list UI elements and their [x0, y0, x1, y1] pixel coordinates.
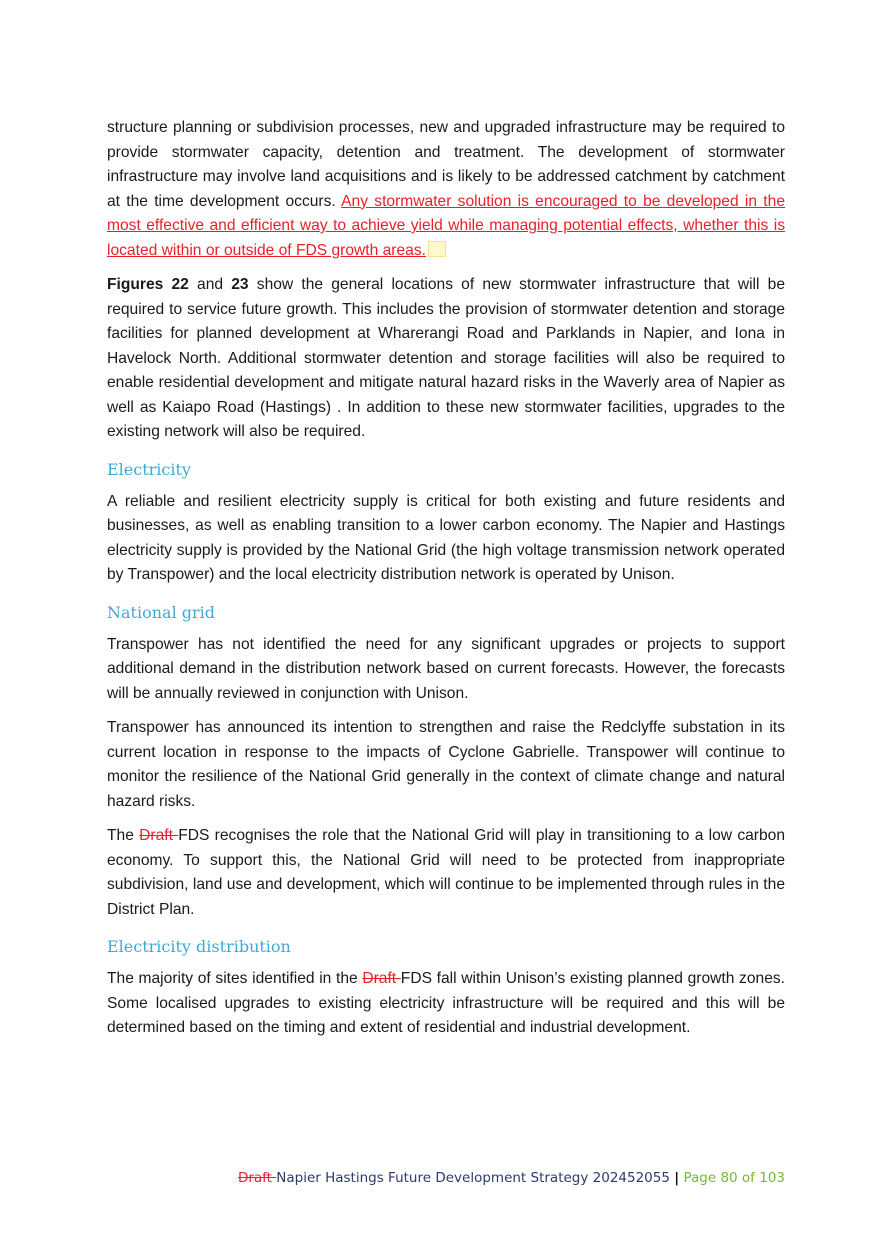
paragraph-unison [107, 967, 785, 1041]
footer-separator: | [674, 1170, 680, 1186]
paragraph-stormwater-intro [107, 116, 785, 263]
paragraph-text: FDS fall within Unison’s existing planned growth zones. Some localised upgrades to existing electricity infrastructure will be required and this will be determined based on the timing and extent of residential and industrial development. [107, 970, 785, 1036]
paragraph-figures [107, 273, 785, 445]
deleted-text: Draft [139, 827, 179, 844]
paragraph-text: show the general locations of new stormwater infrastructure that will be required to service future growth. This includes the provision of stormwater detention and storage facilities for planned development at Wharerangi Road and Parklands in Napier, and Iona in Havelock North. Additional stormwater detention and storage facilities will also be required to enable residential development and mitigate natural hazard risks in the Waverly area of Napier as well as Kaiapo Road (Hastings) . In addition to these new stormwater facilities, upgrades to the existing network will also be required. [107, 276, 785, 440]
footer-title: Napier Hastings Future Development Strategy 202452055 [276, 1170, 670, 1186]
paragraph-electricity: A reliable and resilient electricity supply is critical for both existing and future residents and businesses, as well as enabling transition to a lower carbon economy. The Napier and Hastings electricity supply is provided by the National Grid (the high voltage transmission network operated by Transpower) and the local electricity distribution network is operated by Unison. [107, 492, 785, 583]
figure-ref-22: Figures 22 [107, 276, 189, 293]
paragraph-text: The majority of sites identified in the [107, 970, 363, 987]
paragraph-fds-national-grid [107, 824, 785, 922]
deleted-text: Draft [362, 970, 401, 987]
page-number: Page 80 of 103 [683, 1170, 785, 1186]
heading-electricity: Electricity [107, 459, 191, 479]
comment-icon[interactable] [428, 241, 446, 257]
page-footer [238, 1170, 785, 1186]
paragraph-transpower-forecasts: Transpower has not identified the need for any significant upgrades or projects to support additional demand in the distribution network based on current forecasts. However, the forecasts will be annually reviewed in conjunction with Unison. [107, 635, 785, 702]
page-body [107, 116, 785, 1051]
figure-ref-23: 23 [231, 276, 249, 293]
heading-electricity-distribution: Electricity distribution [107, 937, 291, 956]
paragraph-text: and [188, 276, 232, 293]
inserted-text: Any stormwater solution is encouraged to be developed in the most effective and efficient way to achieve yield while managing potential effects, whether this is located within or outside of FDS growth areas. [107, 192, 785, 259]
paragraph-text: FDS recognises the role that the National Grid will play in transitioning to a low carbon economy. To support this, the National Grid will need to be protected from inappropriate subdivision, land use and development, which will continue to be implemented through rules in the District Plan. [107, 827, 786, 918]
paragraph-text: The [107, 827, 140, 844]
paragraph-text: structure planning or subdivision processes, new and upgraded infrastructure may be required to provide stormwater capacity, detention and treatment. The development of stormwater infrastructure may involve land acquisitions and is likely to be addressed catchment by catchment at the time development occurs. [107, 119, 785, 210]
heading-national-grid: National grid [107, 602, 216, 622]
footer-deleted-text: Draft [237, 1170, 277, 1186]
paragraph-redclyffe: Transpower has announced its intention to strengthen and raise the Redclyffe substation in its current location in response to the impacts of Cyclone Gabrielle. Transpower will continue to monitor the resilience of the National Grid generally in the context of climate change and natural hazard risks. [107, 719, 785, 810]
